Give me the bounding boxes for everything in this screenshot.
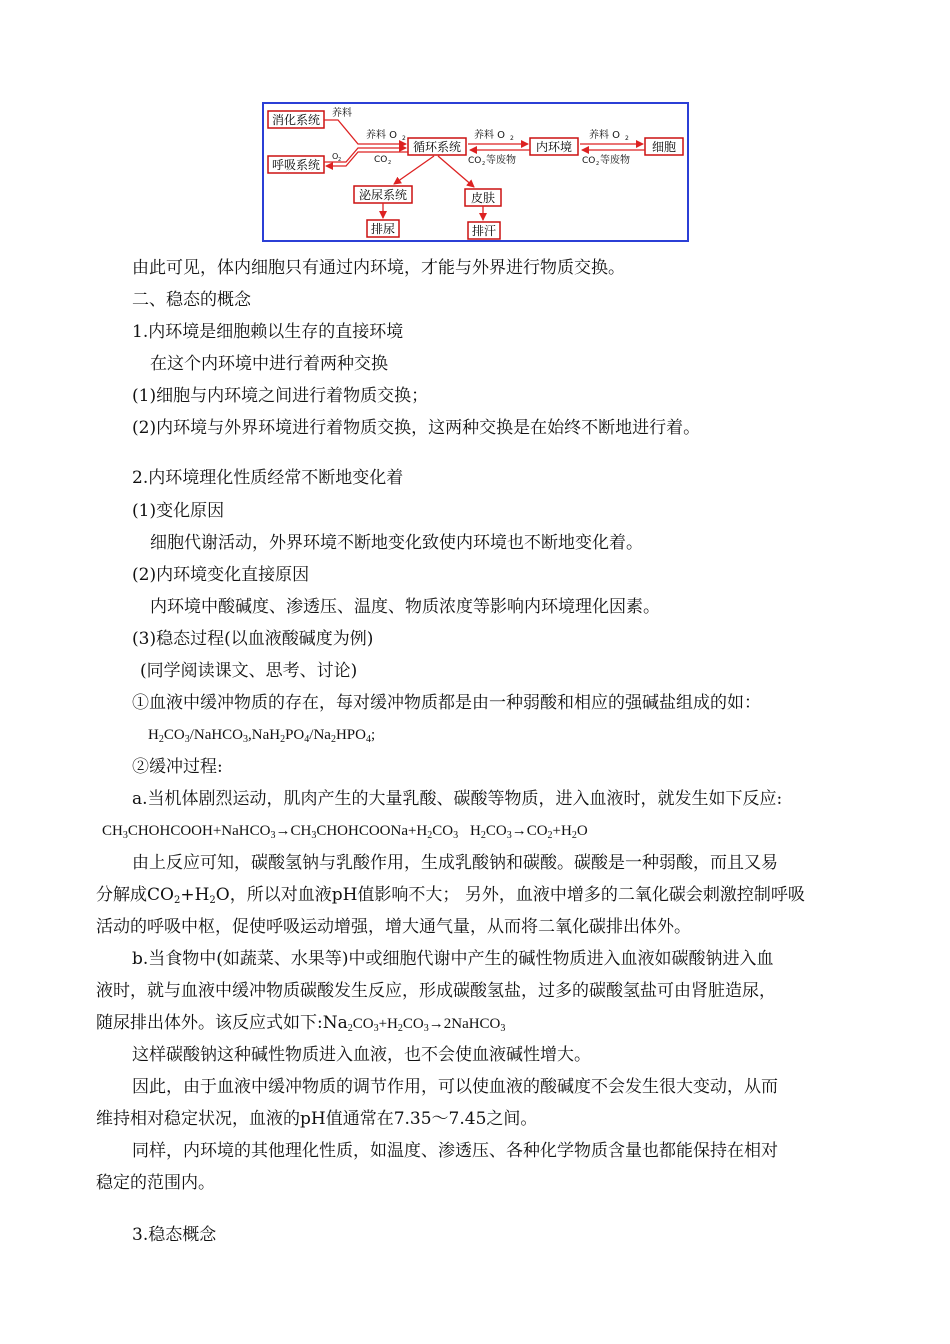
- paragraph-line: 活动的呼吸中枢，促使呼吸运动增强，增大通气量，从而将二氧化碳排出体外。: [96, 917, 691, 937]
- list-item: (2)内环境变化直接原因: [132, 565, 310, 585]
- paragraph-line: 稳定的范围内。: [96, 1173, 215, 1193]
- buffer-pairs-formula: $H_2CO_3/NaHCO_3,NaH_2PO_4/Na_2HPO_4$;: [148, 727, 376, 745]
- paragraph-line: 随尿排出体外。该反应式如下$:Na_2CO_3+H_2CO_3\to 2NaHCO_3$: [96, 1013, 506, 1034]
- label-sub-2e: 2: [482, 161, 486, 167]
- paragraph-line: (同学阅读课文、思考、讨论): [140, 661, 358, 681]
- svg-text:皮肤: 皮肤: [470, 191, 496, 205]
- paragraph-line: ①血液中缓冲物质的存在，每对缓冲物质都是由一种弱酸和相应的强碱盐组成的如：: [132, 693, 761, 713]
- paragraph-conclusion: 由此可见，体内细胞只有通过内环境，才能与外界进行物质交换。: [132, 258, 625, 278]
- node-circulatory: [408, 138, 466, 155]
- label-waste-2: 等废物: [486, 155, 516, 166]
- label-sub-2g: 2: [596, 161, 600, 167]
- node-skin: [465, 189, 501, 206]
- label-waste-3: 等废物: [600, 155, 630, 166]
- paragraph-line: 同样，内环境的其他理化性质，如温度、渗透压、各种化学物质含量也都能保持在相对: [132, 1141, 778, 1161]
- reaction-lactic-acid: $CH_3CHOHCOOH+NaHCO_3\to CH_3CHOHCOONa+H_2CO_3$: [102, 823, 459, 841]
- paragraph-line: 液时，就与血液中缓冲物质碳酸发生反应，形成碳酸氢盐，过多的碳酸氢盐可由肾脏造尿，: [96, 981, 776, 1001]
- list-item: (3)稳态过程(以血液酸碱度为例): [132, 629, 374, 649]
- label-nutrients-o2-2: 养料 O: [474, 130, 506, 141]
- list-item: (1)变化原因: [132, 501, 225, 521]
- label-sub-2f: 2: [625, 135, 629, 142]
- label-sub-2c: 2: [388, 160, 392, 166]
- node-digestive: [268, 111, 324, 128]
- paragraph-line: 因此，由于血液中缓冲物质的调节作用，可以使血液的酸碱度不会发生很大变动，从而: [132, 1077, 778, 1097]
- paragraph-line: 由上反应可知，碳酸氢钠与乳酸作用，生成乳酸钠和碳酸。碳酸是一种弱酸，而且又易: [132, 853, 778, 873]
- paragraph-line: 分解成$CO_2+H_2O$，所以对血液pH值影响不大； 另外，血液中增多的二氧化碳会刺激控制呼吸: [96, 885, 805, 906]
- subheading-1: 1.内环境是细胞赖以生存的直接环境: [132, 322, 404, 342]
- paragraph-line: 内环境中酸碱度、渗透压、温度、物质浓度等影响内环境理化因素。: [150, 597, 660, 617]
- subheading-2: 2.内环境理化性质经常不断地变化着: [132, 468, 404, 488]
- subheading-3: 3.稳态概念: [132, 1225, 217, 1245]
- svg-text:呼吸系统: 呼吸系统: [271, 158, 321, 172]
- paragraph-line: 维持相对稳定状况，血液的pH值通常在7.35～7.45之间。: [96, 1109, 538, 1129]
- label-co2-waste-2: CO: [468, 156, 482, 166]
- node-urinary: [354, 186, 412, 203]
- label-nutrients-o2-1: 养料 O: [366, 130, 398, 141]
- label-co2-left: CO: [374, 155, 388, 165]
- label-sub-2b: 2: [338, 157, 342, 163]
- list-item: (1)细胞与内环境之间进行着物质交换；: [132, 386, 429, 406]
- label-nutrients-top: 养料: [332, 108, 352, 119]
- svg-text:消化系统: 消化系统: [271, 113, 321, 127]
- svg-text:循环系统: 循环系统: [412, 140, 462, 154]
- list-item: (2)内环境与外界环境进行着物质交换，这两种交换是在始终不断地进行着。: [132, 418, 701, 438]
- node-cell: [645, 138, 683, 155]
- svg-text:排汗: 排汗: [471, 224, 497, 238]
- svg-text:排尿: 排尿: [370, 222, 396, 236]
- svg-text:泌尿系统: 泌尿系统: [358, 188, 408, 202]
- paragraph-line: a.当机体剧烈运动，肌肉产生的大量乳酸、碳酸等物质，进入血液时，就发生如下反应:: [132, 789, 783, 809]
- label-sub-2d: 2: [510, 135, 514, 142]
- label-o2-left: O: [332, 152, 339, 161]
- node-sweating: [468, 222, 500, 239]
- svg-text:内环境: 内环境: [535, 140, 573, 154]
- material-exchange-diagram: [262, 102, 689, 242]
- paragraph-line: 细胞代谢活动，外界环境不断地变化致使内环境也不断地变化着。: [150, 533, 643, 553]
- section-heading-2: 二、稳态的概念: [132, 290, 251, 310]
- list-item: ②缓冲过程:: [132, 757, 223, 777]
- label-sub-2a: 2: [402, 135, 406, 142]
- label-co2-waste-3: CO: [582, 156, 596, 166]
- paragraph-line: 这样碳酸钠这种碱性物质进入血液，也不会使血液碱性增大。: [132, 1045, 591, 1065]
- diagram-border: [263, 103, 688, 241]
- node-urination: [367, 220, 399, 237]
- paragraph-line: 在这个内环境中进行着两种交换: [150, 354, 388, 374]
- label-nutrients-o2-3: 养料 O: [589, 130, 621, 141]
- arrow-circ-to-urinary: [394, 156, 434, 184]
- node-respiratory: [268, 156, 324, 173]
- svg-text:细胞: 细胞: [651, 140, 677, 154]
- reaction-carbonic-acid: $H_2CO_3\to CO_2+H_2O$: [470, 823, 588, 841]
- paragraph-line: b.当食物中(如蔬菜、水果等)中或细胞代谢中产生的碱性物质进入血液如碳酸钠进入血: [132, 949, 774, 969]
- node-internal-env: [530, 138, 578, 155]
